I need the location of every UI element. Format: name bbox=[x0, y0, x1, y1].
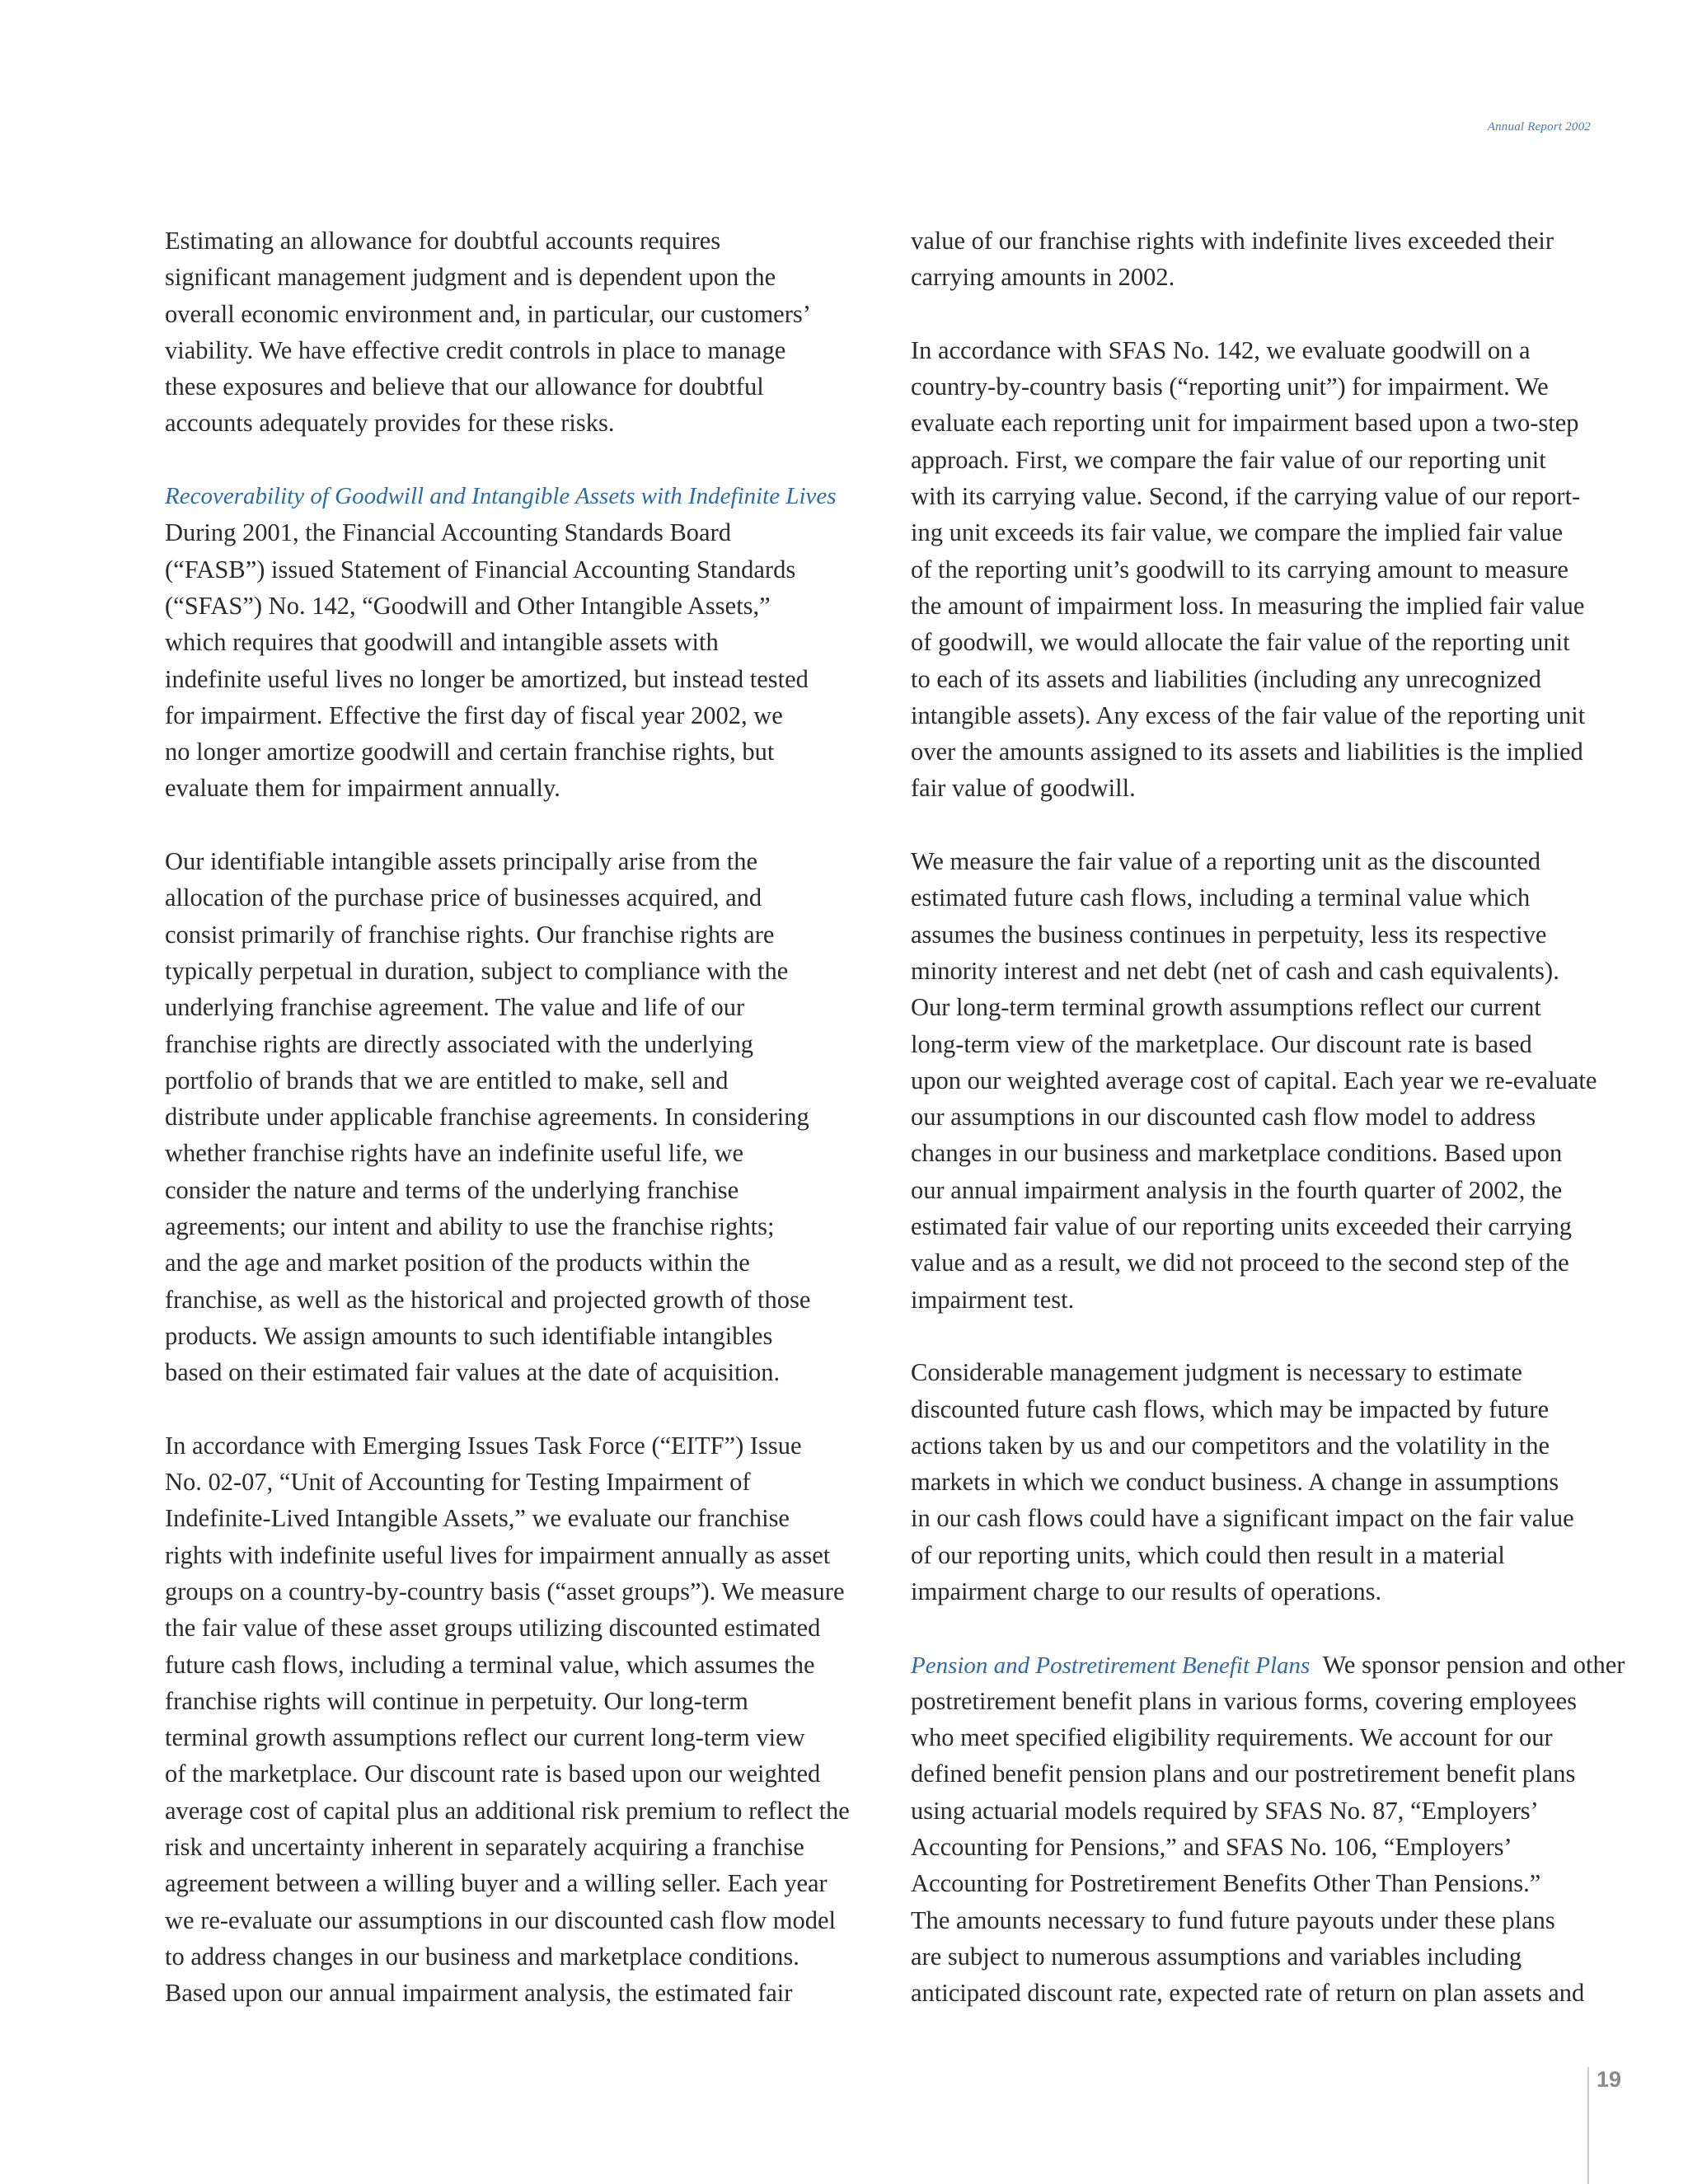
pension-paragraph-first-line bbox=[911, 1647, 1628, 1683]
text-line: long-term view of the marketplace. Our discount rate is based bbox=[911, 1029, 1532, 1058]
text-line: postretirement benefit plans in various forms, covering employees bbox=[911, 1686, 1578, 1715]
text-line: In accordance with Emerging Issues Task Force (“EITF”) Issue bbox=[165, 1431, 802, 1460]
section-heading-goodwill: Recoverability of Goodwill and Intangible Assets with Indefinite Lives bbox=[165, 483, 837, 510]
text-line: our annual impairment analysis in the fourth quarter of 2002, the bbox=[911, 1175, 1563, 1204]
running-head: Annual Report 2002 bbox=[1487, 120, 1591, 134]
text-line: based on their estimated fair values at the date of acquisition. bbox=[165, 1358, 781, 1387]
text-line: average cost of capital plus an additional risk premium to reflect the bbox=[165, 1796, 850, 1825]
text-line: accounts adequately provides for these risks. bbox=[165, 409, 615, 438]
text-line: changes in our business and marketplace conditions. Based upon bbox=[911, 1139, 1563, 1168]
text-line: markets in which we conduct business. A change in assumptions bbox=[911, 1468, 1559, 1497]
right-column bbox=[911, 223, 1628, 2012]
text-line: distribute under applicable franchise agreements. In considering bbox=[165, 1103, 809, 1132]
text-line: allocation of the purchase price of businesses acquired, and bbox=[165, 883, 762, 912]
text-line: viability. We have effective credit controls in place to manage bbox=[165, 335, 786, 364]
text-line: typically perpetual in duration, subject to compliance with the bbox=[165, 956, 789, 985]
text-line: Estimating an allowance for doubtful accounts requires bbox=[165, 227, 721, 255]
text-line: groups on a country-by-country basis (“asset groups”). We measure bbox=[165, 1577, 845, 1605]
text-line: the fair value of these asset groups utilizing discounted estimated bbox=[165, 1614, 821, 1643]
text-line: upon our weighted average cost of capital. Each year we re-evaluate bbox=[911, 1066, 1597, 1094]
section-heading-pension: Pension and Postretirement Benefit Plans bbox=[911, 1652, 1311, 1679]
text-line: intangible assets). Any excess of the fair value of the reporting unit bbox=[911, 701, 1586, 729]
text-line: evaluate them for impairment annually. bbox=[165, 774, 560, 803]
text-line: No. 02-07, “Unit of Accounting for Testing Impairment of bbox=[165, 1468, 751, 1497]
text-line: We measure the fair value of a reporting unit as the discounted bbox=[911, 847, 1541, 876]
text-line: anticipated discount rate, expected rate of return on plan assets and bbox=[911, 1979, 1585, 2008]
page-number: 19 bbox=[1597, 2067, 1622, 2092]
text-line: in our cash flows could have a significant impact on the fair value bbox=[911, 1504, 1574, 1533]
text-line: of the marketplace. Our discount rate is based upon our weighted bbox=[165, 1760, 821, 1788]
text-line: of the reporting unit’s goodwill to its carrying amount to measure bbox=[911, 555, 1568, 583]
text-line: impairment test. bbox=[911, 1285, 1075, 1314]
text-line: future cash flows, including a terminal value, which assumes the bbox=[165, 1650, 815, 1679]
text-line: In accordance with SFAS No. 142, we evaluate goodwill on a bbox=[911, 335, 1531, 364]
text-line: actions taken by us and our competitors and the volatility in the bbox=[911, 1431, 1550, 1460]
text-line: franchise rights are directly associated with the underlying bbox=[165, 1029, 753, 1058]
text-line: risk and uncertainty inherent in separately acquiring a franchise bbox=[165, 1833, 804, 1862]
text-line: (“FASB”) issued Statement of Financial Accounting Standards bbox=[165, 555, 796, 583]
text-line: ing unit exceeds its fair value, we compare the implied fair value bbox=[911, 518, 1564, 547]
text-line: carrying amounts in 2002. bbox=[911, 263, 1175, 292]
text-line: consider the nature and terms of the underlying franchise bbox=[165, 1175, 739, 1204]
text-line: whether franchise rights have an indefinite useful life, we bbox=[165, 1139, 744, 1168]
text-line: Our long-term terminal growth assumptions reflect our current bbox=[911, 993, 1541, 1022]
text-line: Indefinite-Lived Intangible Assets,” we evaluate our franchise bbox=[165, 1504, 790, 1533]
text-line: defined benefit pension plans and our postretirement benefit plans bbox=[911, 1760, 1576, 1788]
text-line: over the amounts assigned to its assets and liabilities is the implied bbox=[911, 738, 1583, 766]
text-line: are subject to numerous assumptions and variables including bbox=[911, 1942, 1522, 1971]
text-line: using actuarial models required by SFAS No. 87, “Employers’ bbox=[911, 1796, 1539, 1825]
text-line: of goodwill, we would allocate the fair value of the reporting unit bbox=[911, 628, 1570, 657]
left-column bbox=[165, 223, 890, 2012]
text-line: assumes the business continues in perpetuity, less its respective bbox=[911, 920, 1547, 949]
paragraph-gap bbox=[911, 1610, 1628, 1646]
text-line: estimated future cash flows, including a terminal value which bbox=[911, 883, 1531, 912]
text-line: underlying franchise agreement. The value and life of our bbox=[165, 993, 745, 1022]
text-line: fair value of goodwill. bbox=[911, 774, 1136, 803]
text-line: and the age and market position of the products within the bbox=[165, 1249, 750, 1277]
text-line: approach. First, we compare the fair value of our reporting unit bbox=[911, 445, 1546, 474]
paragraph-gap bbox=[165, 807, 890, 843]
text-line: Our identifiable intangible assets principally arise from the bbox=[165, 847, 758, 876]
text-line: indefinite useful lives no longer be amortized, but instead tested bbox=[165, 664, 809, 693]
text-line: significant management judgment and is dependent upon the bbox=[165, 263, 776, 292]
text-line: to address changes in our business and marketplace conditions. bbox=[165, 1942, 799, 1971]
page-number-rule bbox=[1587, 2067, 1589, 2184]
text-line: Accounting for Pensions,” and SFAS No. 106, “Employers’ bbox=[911, 1833, 1512, 1862]
text-line: discounted future cash flows, which may be impacted by future bbox=[911, 1394, 1550, 1423]
text-line: Considerable management judgment is necessary to estimate bbox=[911, 1358, 1522, 1387]
text-line: to each of its assets and liabilities (including any unrecognized bbox=[911, 664, 1541, 693]
text-line: which requires that goodwill and intangible assets with bbox=[165, 628, 719, 657]
text-line: minority interest and net debt (net of cash and cash equivalents). bbox=[911, 956, 1559, 985]
text-line: of our reporting units, which could then result in a material bbox=[911, 1540, 1505, 1569]
paragraph-gap bbox=[911, 296, 1628, 332]
text-line: consist primarily of franchise rights. Our franchise rights are bbox=[165, 920, 775, 949]
text-line: Accounting for Postretirement Benefits Other Than Pensions.” bbox=[911, 1869, 1541, 1898]
text-line: no longer amortize goodwill and certain franchise rights, but bbox=[165, 738, 775, 766]
text-line: agreements; our intent and ability to use the franchise rights; bbox=[165, 1212, 775, 1241]
text-line: value and as a result, we did not proceed to the second step of the bbox=[911, 1249, 1569, 1277]
text-line: value of our franchise rights with indefinite lives exceeded their bbox=[911, 227, 1554, 255]
text-line: agreement between a willing buyer and a willing seller. Each year bbox=[165, 1869, 828, 1898]
paragraph-gap bbox=[165, 442, 890, 478]
text-line: rights with indefinite useful lives for impairment annually as asset bbox=[165, 1540, 831, 1569]
text-line: overall economic environment and, in particular, our customers’ bbox=[165, 299, 811, 328]
text-line: estimated fair value of our reporting units exceeded their carrying bbox=[911, 1212, 1572, 1241]
text-line: our assumptions in our discounted cash flow model to address bbox=[911, 1103, 1536, 1132]
text-line: products. We assign amounts to such identifiable intangibles bbox=[165, 1321, 773, 1350]
text-line: portfolio of brands that we are entitled to make, sell and bbox=[165, 1066, 729, 1094]
text-line: impairment charge to our results of operations. bbox=[911, 1577, 1382, 1605]
text-run: We sponsor pension and other bbox=[1322, 1650, 1625, 1679]
text-line: these exposures and believe that our allowance for doubtful bbox=[165, 373, 764, 401]
paragraph-gap bbox=[165, 1391, 890, 1427]
text-line: with its carrying value. Second, if the carrying value of our report- bbox=[911, 482, 1581, 511]
paragraph-gap bbox=[911, 1318, 1628, 1354]
text-line: Based upon our annual impairment analysis, the estimated fair bbox=[165, 1979, 793, 2008]
text-line: terminal growth assumptions reflect our current long-term view bbox=[165, 1723, 805, 1752]
text-line: During 2001, the Financial Accounting Standards Board bbox=[165, 518, 731, 547]
text-line: evaluate each reporting unit for impairment based upon a two-step bbox=[911, 409, 1579, 438]
text-line: franchise, as well as the historical and projected growth of those bbox=[165, 1285, 811, 1314]
text-line: country-by-country basis (“reporting unit”) for impairment. We bbox=[911, 373, 1549, 401]
text-line: we re-evaluate our assumptions in our discounted cash flow model bbox=[165, 1905, 836, 1934]
text-line: for impairment. Effective the first day of fiscal year 2002, we bbox=[165, 701, 783, 729]
text-line: franchise rights will continue in perpetuity. Our long-term bbox=[165, 1686, 748, 1715]
text-line: who meet specified eligibility requirements. We account for our bbox=[911, 1723, 1553, 1752]
paragraph-gap bbox=[911, 807, 1628, 843]
text-line: The amounts necessary to fund future payouts under these plans bbox=[911, 1905, 1555, 1934]
text-line: the amount of impairment loss. In measuring the implied fair value bbox=[911, 591, 1585, 620]
text-line: (“SFAS”) No. 142, “Goodwill and Other Intangible Assets,” bbox=[165, 591, 771, 620]
